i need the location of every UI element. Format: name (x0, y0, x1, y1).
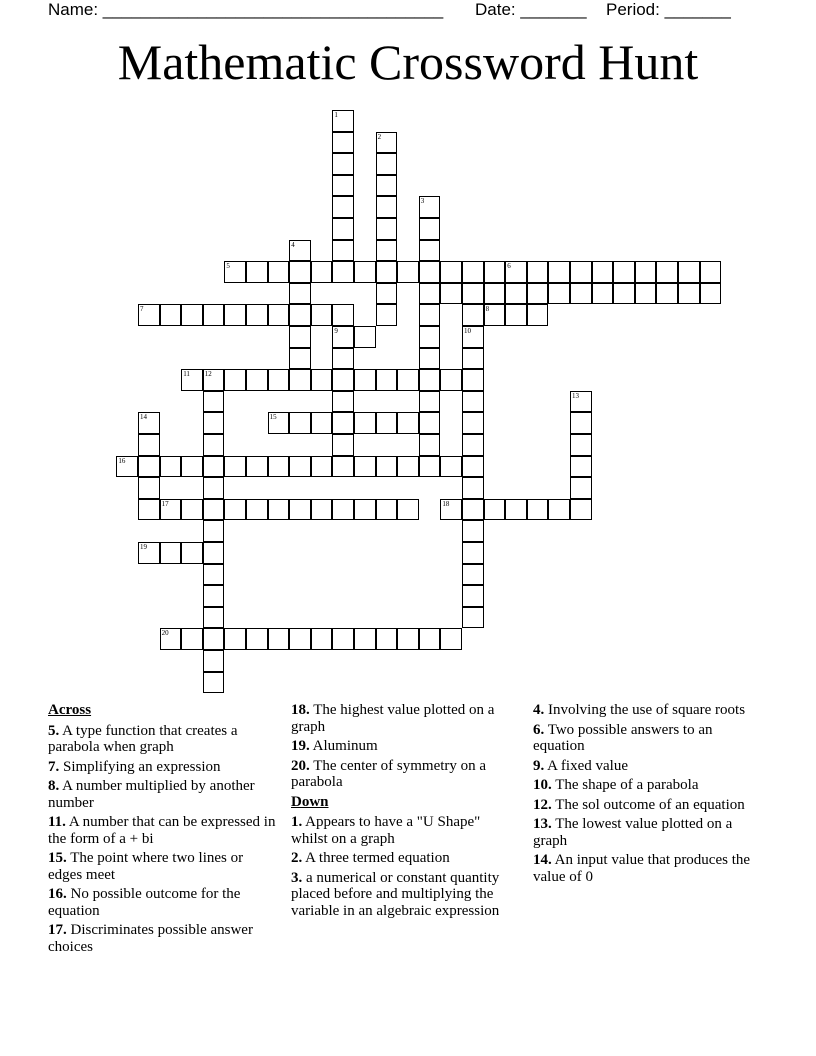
clue-number: 19 (140, 543, 147, 551)
crossword-cell[interactable] (138, 542, 160, 564)
crossword-cell[interactable] (376, 240, 398, 262)
crossword-cell[interactable] (160, 499, 182, 521)
crossword-cell[interactable] (224, 304, 246, 326)
crossword-cell[interactable] (462, 434, 484, 456)
clue-number: 11 (183, 370, 190, 379)
clue-number: 3. (291, 869, 303, 886)
clue-number: 11. (48, 814, 66, 830)
crossword-cell[interactable] (138, 434, 160, 456)
crossword-cell[interactable] (246, 499, 268, 521)
crossword-cell[interactable] (289, 456, 311, 478)
crossword-cell[interactable] (354, 499, 376, 521)
crossword-cell[interactable] (268, 304, 290, 326)
crossword-cell[interactable] (548, 499, 570, 521)
crossword-cell[interactable] (268, 412, 290, 434)
clue-text: The point where two lines or edges meet (48, 850, 244, 883)
crossword-cell[interactable] (203, 542, 225, 564)
clue-item (533, 816, 765, 849)
clue-number: 8. (48, 778, 60, 794)
crossword-cell[interactable] (570, 412, 592, 434)
crossword-cell[interactable] (570, 283, 592, 305)
crossword-cell[interactable] (311, 261, 333, 283)
crossword-cell[interactable] (419, 348, 441, 370)
crossword-cell[interactable] (440, 283, 462, 305)
clue-text: Aluminum (309, 738, 378, 754)
clue-number: 6 (507, 262, 511, 271)
crossword-cell[interactable] (268, 499, 290, 521)
clue-text: The lowest value plotted on a graph (533, 816, 733, 849)
crossword-cell[interactable] (419, 456, 441, 478)
clue-text: a numerical or constant quantity placed before and multiplying the variable in an algebraic expression (291, 869, 500, 919)
crossword-cell[interactable] (289, 304, 311, 326)
crossword-cell[interactable] (332, 391, 354, 413)
crossword-cell[interactable] (376, 218, 398, 240)
clue-item (533, 758, 765, 775)
crossword-cell[interactable] (484, 283, 506, 305)
clue-number: 12 (204, 370, 212, 379)
clue-item (291, 850, 519, 867)
crossword-cell[interactable] (203, 477, 225, 499)
clue-item (533, 852, 765, 885)
crossword-cell[interactable] (289, 369, 311, 391)
crossword-cell[interactable] (462, 369, 484, 391)
crossword-cell[interactable] (354, 326, 376, 348)
crossword-cell[interactable] (203, 304, 225, 326)
clue-text: Involving the use of square roots (544, 702, 746, 718)
crossword-cell[interactable] (332, 196, 354, 218)
clue-number: 14. (533, 852, 552, 868)
crossword-cell[interactable] (311, 412, 333, 434)
crossword-cell[interactable] (181, 499, 203, 521)
crossword-cell[interactable] (332, 153, 354, 175)
clue-number: 16 (118, 456, 126, 465)
crossword-cell[interactable] (462, 564, 484, 586)
crossword-cell[interactable] (419, 412, 441, 434)
crossword-cell[interactable] (332, 434, 354, 456)
crossword-cell[interactable] (376, 304, 398, 326)
crossword-cell[interactable] (138, 456, 160, 478)
crossword-cell[interactable] (462, 542, 484, 564)
crossword-cell[interactable] (224, 369, 246, 391)
clue-item (48, 922, 276, 955)
crossword-cell[interactable] (138, 477, 160, 499)
crossword-cell[interactable] (700, 261, 722, 283)
crossword-cell[interactable] (419, 628, 441, 650)
crossword-cell[interactable] (419, 283, 441, 305)
crossword-cell[interactable] (203, 412, 225, 434)
crossword-cell[interactable] (311, 369, 333, 391)
down-heading: Down (291, 793, 329, 810)
crossword-cell[interactable] (570, 456, 592, 478)
crossword-cell[interactable] (505, 304, 527, 326)
crossword-cell[interactable] (246, 456, 268, 478)
crossword-cell[interactable] (203, 607, 225, 629)
crossword-cell[interactable] (462, 456, 484, 478)
clue-number: 10 (464, 327, 471, 335)
crossword-cell[interactable] (224, 261, 246, 283)
clue-text: Discriminates possible answer choices (48, 922, 253, 955)
clue-item (48, 814, 276, 847)
crossword-cell[interactable] (332, 412, 354, 434)
page-title: Mathematic Crossword Hunt (117, 34, 699, 90)
clue-text: A number multiplied by another number (48, 778, 255, 811)
clue-text: Two possible answers to an equation (533, 721, 713, 754)
crossword-cell[interactable] (376, 499, 398, 521)
crossword-cell[interactable] (376, 456, 398, 478)
clue-number: 18. (291, 702, 310, 718)
crossword-cell[interactable] (484, 499, 506, 521)
clue-number: 14 (140, 413, 147, 422)
date-field[interactable]: Date: _______ (475, 0, 587, 19)
crossword-cell[interactable] (311, 304, 333, 326)
crossword-cell[interactable] (289, 261, 311, 283)
clue-item (291, 814, 519, 847)
crossword-cell[interactable] (397, 499, 419, 521)
clue-number: 5 (226, 262, 230, 271)
crossword-cell[interactable] (419, 196, 441, 218)
crossword-cell[interactable] (203, 434, 225, 456)
clue-number: 9. (533, 757, 545, 774)
crossword-cell[interactable] (268, 628, 290, 650)
clue-item (48, 850, 276, 883)
clue-number: 5. (48, 722, 60, 739)
crossword-cell[interactable] (181, 456, 203, 478)
crossword-cell[interactable] (354, 261, 376, 283)
clue-number: 19. (291, 738, 310, 754)
crossword-cell[interactable] (548, 261, 570, 283)
crossword-cell[interactable] (462, 283, 484, 305)
clues-column-3 (533, 702, 765, 888)
clue-number: 20. (291, 757, 310, 774)
clue-item (533, 722, 765, 755)
crossword-cell[interactable] (332, 175, 354, 197)
crossword-cell[interactable] (289, 628, 311, 650)
clue-text: The shape of a parabola (551, 777, 699, 793)
crossword-cell[interactable] (354, 456, 376, 478)
crossword-cell[interactable] (635, 261, 657, 283)
crossword-cell[interactable] (505, 283, 527, 305)
crossword-cell[interactable] (376, 132, 398, 154)
clue-number: 15 (269, 413, 277, 422)
crossword-cell[interactable] (246, 369, 268, 391)
crossword-cell[interactable] (354, 412, 376, 434)
crossword-cell[interactable] (332, 132, 354, 154)
clue-number: 8 (485, 305, 490, 314)
clues-column-2 (291, 702, 519, 922)
crossword-cell[interactable] (484, 304, 506, 326)
crossword-cell[interactable] (440, 456, 462, 478)
crossword-cell[interactable] (462, 607, 484, 629)
crossword-cell[interactable] (332, 110, 354, 132)
crossword-cell[interactable] (462, 499, 484, 521)
crossword-cell[interactable] (203, 369, 225, 391)
crossword-cell[interactable] (440, 261, 462, 283)
crossword-cell[interactable] (203, 391, 225, 413)
crossword-cell[interactable] (332, 628, 354, 650)
clue-item (48, 759, 276, 776)
crossword-cell[interactable] (181, 542, 203, 564)
crossword-cell[interactable] (462, 391, 484, 413)
crossword-cell[interactable] (332, 240, 354, 262)
crossword-cell[interactable] (376, 261, 398, 283)
crossword-cell[interactable] (570, 434, 592, 456)
crossword-cell[interactable] (397, 456, 419, 478)
crossword-cell[interactable] (419, 304, 441, 326)
crossword-cell[interactable] (419, 261, 441, 283)
clue-number: 20 (161, 629, 169, 638)
crossword-cell[interactable] (224, 499, 246, 521)
clue-number: 2 (377, 132, 382, 141)
crossword-cell[interactable] (332, 369, 354, 391)
name-field[interactable]: Name: ____________________________________ (48, 0, 444, 19)
crossword-cell[interactable] (462, 326, 484, 348)
crossword-cell[interactable] (181, 304, 203, 326)
crossword-cell[interactable] (505, 499, 527, 521)
clue-item (533, 797, 765, 814)
crossword-cell[interactable] (203, 564, 225, 586)
clue-text: A number that can be expressed in the form of a + bi (48, 814, 276, 847)
clues-column-1 (48, 702, 276, 958)
crossword-cell[interactable] (527, 283, 549, 305)
clue-item (48, 886, 276, 919)
crossword-cell[interactable] (440, 499, 462, 521)
crossword-cell[interactable] (160, 304, 182, 326)
crossword-cell[interactable] (462, 304, 484, 326)
crossword-cell[interactable] (613, 283, 635, 305)
clue-number: 13 (572, 391, 579, 400)
clue-number: 12. (533, 796, 552, 813)
crossword-cell[interactable] (332, 218, 354, 240)
crossword-cell[interactable] (656, 261, 678, 283)
clue-text: An input value that produces the value of 0 (533, 852, 751, 885)
clue-number: 16. (48, 886, 67, 902)
crossword-cell[interactable] (268, 369, 290, 391)
crossword-cell[interactable] (246, 628, 268, 650)
crossword-cell[interactable] (311, 499, 333, 521)
crossword-cell[interactable] (419, 391, 441, 413)
crossword-cell[interactable] (613, 261, 635, 283)
crossword-cell[interactable] (289, 348, 311, 370)
crossword-cell[interactable] (289, 240, 311, 262)
clue-text: Appears to have a "U Shape" whilst on a graph (291, 814, 481, 847)
crossword-cell[interactable] (116, 456, 138, 478)
crossword-cell[interactable] (527, 499, 549, 521)
crossword-cell[interactable] (289, 412, 311, 434)
crossword-cell[interactable] (311, 628, 333, 650)
crossword-cell[interactable] (484, 261, 506, 283)
clue-number: 4. (533, 702, 545, 718)
clue-item (291, 758, 519, 791)
crossword-cell[interactable] (635, 283, 657, 305)
crossword-cell[interactable] (440, 628, 462, 650)
crossword-cell[interactable] (332, 499, 354, 521)
crossword-cell[interactable] (224, 628, 246, 650)
crossword-cell[interactable] (397, 628, 419, 650)
clue-number: 10. (533, 777, 552, 793)
crossword-cell[interactable] (678, 261, 700, 283)
crossword-cell[interactable] (656, 283, 678, 305)
crossword-cell[interactable] (246, 261, 268, 283)
crossword-cell[interactable] (397, 369, 419, 391)
clue-text: The center of symmetry on a parabola (291, 757, 487, 790)
crossword-cell[interactable] (462, 520, 484, 542)
crossword-cell[interactable] (138, 304, 160, 326)
crossword-cell[interactable] (678, 283, 700, 305)
clue-item (533, 777, 765, 794)
crossword-cell[interactable] (203, 499, 225, 521)
crossword-cell[interactable] (700, 283, 722, 305)
crossword-cell[interactable] (332, 326, 354, 348)
crossword-cell[interactable] (332, 261, 354, 283)
crossword-cell[interactable] (397, 412, 419, 434)
clue-text: A three termed equation (302, 850, 450, 866)
crossword-cell[interactable] (138, 499, 160, 521)
clue-text: A fixed value (544, 757, 628, 774)
crossword-cell[interactable] (440, 369, 462, 391)
crossword-cell[interactable] (397, 261, 419, 283)
crossword-cell[interactable] (527, 304, 549, 326)
clue-number: 1. (291, 814, 303, 830)
crossword-cell[interactable] (548, 283, 570, 305)
crossword-cell[interactable] (570, 477, 592, 499)
crossword-cell[interactable] (376, 412, 398, 434)
crossword-cell[interactable] (376, 175, 398, 197)
crossword-cell[interactable] (224, 456, 246, 478)
crossword-cell[interactable] (419, 369, 441, 391)
clue-number: 7. (48, 758, 60, 775)
clue-item (291, 870, 519, 920)
crossword-cell[interactable] (376, 196, 398, 218)
crossword-cell[interactable] (289, 326, 311, 348)
clue-text: The highest value plotted on a graph (291, 702, 495, 735)
crossword-cell[interactable] (592, 261, 614, 283)
crossword-cell[interactable] (354, 369, 376, 391)
clue-item (533, 702, 765, 719)
clue-text: Simplifying an expression (59, 758, 221, 775)
crossword-cell[interactable] (289, 283, 311, 305)
clue-number: 13. (533, 816, 552, 832)
clue-number: 17. (48, 922, 67, 938)
crossword-cell[interactable] (376, 283, 398, 305)
clue-number: 15. (48, 850, 67, 866)
crossword-cell[interactable] (570, 391, 592, 413)
clue-number: 3 (420, 197, 425, 206)
crossword-cell[interactable] (419, 218, 441, 240)
clue-number: 17 (161, 499, 169, 508)
crossword-cell[interactable] (376, 369, 398, 391)
clue-item (291, 738, 519, 755)
across-heading: Across (48, 702, 92, 718)
crossword-cell[interactable] (181, 369, 203, 391)
crossword-cell[interactable] (246, 304, 268, 326)
crossword-cell[interactable] (181, 628, 203, 650)
crossword-cell[interactable] (505, 261, 527, 283)
crossword-cell[interactable] (462, 261, 484, 283)
crossword-cell[interactable] (311, 456, 333, 478)
crossword-cell[interactable] (160, 628, 182, 650)
period-field[interactable]: Period: _______ (606, 0, 731, 19)
crossword-cell[interactable] (160, 456, 182, 478)
clue-item (291, 702, 519, 735)
clue-number: 4 (291, 240, 295, 249)
clue-number: 7 (140, 305, 144, 314)
crossword-cell[interactable] (332, 456, 354, 478)
crossword-cell[interactable] (419, 434, 441, 456)
crossword-cell[interactable] (354, 628, 376, 650)
crossword-cell[interactable] (332, 304, 354, 326)
crossword-cell[interactable] (268, 456, 290, 478)
clue-number: 1 (334, 111, 338, 119)
clue-text: The sol outcome of an equation (551, 796, 745, 813)
crossword-cell[interactable] (419, 240, 441, 262)
clue-number: 18 (442, 499, 450, 508)
crossword-cell[interactable] (332, 348, 354, 370)
clue-item (48, 778, 276, 811)
clue-text: No possible outcome for the equation (48, 886, 241, 919)
clue-number: 9 (334, 327, 338, 335)
crossword-cell[interactable] (527, 261, 549, 283)
crossword-cell[interactable] (462, 412, 484, 434)
clue-text: A type function that creates a parabola when graph (48, 722, 238, 755)
clue-number: 2. (291, 850, 303, 866)
crossword-cell[interactable] (203, 650, 225, 672)
crossword-cell[interactable] (160, 542, 182, 564)
crossword-cell[interactable] (203, 585, 225, 607)
crossword-cell[interactable] (376, 628, 398, 650)
crossword-cell[interactable] (138, 412, 160, 434)
crossword-cell[interactable] (570, 261, 592, 283)
crossword-cell[interactable] (289, 499, 311, 521)
crossword-cell[interactable] (462, 348, 484, 370)
crossword-cell[interactable] (203, 672, 225, 694)
crossword-cell[interactable] (203, 628, 225, 650)
crossword-cell[interactable] (376, 153, 398, 175)
crossword-cell[interactable] (203, 456, 225, 478)
crossword-cell[interactable] (592, 283, 614, 305)
crossword-cell[interactable] (462, 477, 484, 499)
crossword-cell[interactable] (268, 261, 290, 283)
crossword-cell[interactable] (570, 499, 592, 521)
crossword-cell[interactable] (419, 326, 441, 348)
crossword-cell[interactable] (462, 585, 484, 607)
clue-number: 6. (533, 721, 545, 738)
clue-item (48, 723, 276, 756)
crossword-cell[interactable] (203, 520, 225, 542)
